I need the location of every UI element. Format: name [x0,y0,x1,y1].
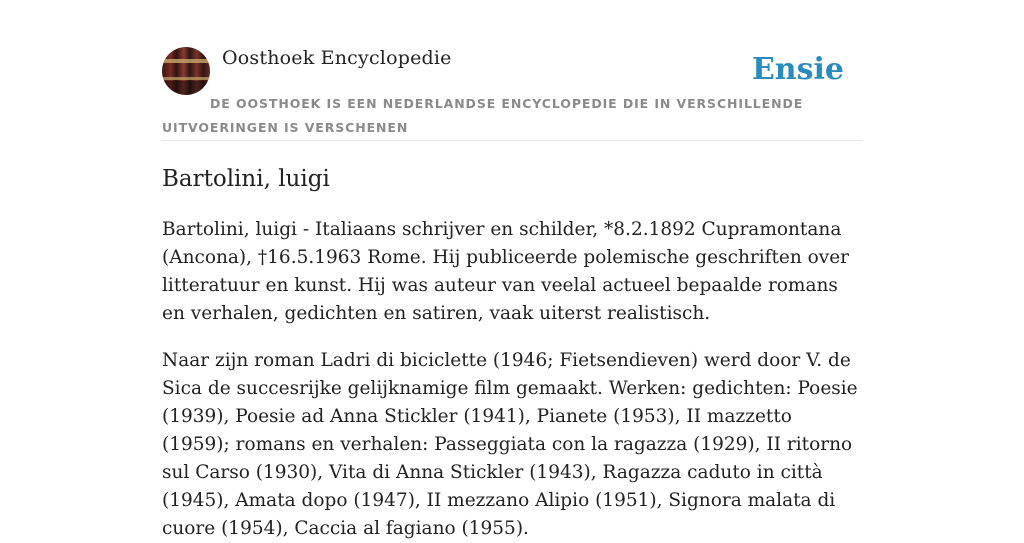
site-tagline: DE OOSTHOEK IS EEN NEDERLANDSE ENCYCLOPEDIE DIE IN VERSCHILLENDE UITVOERINGEN IS VERSCHENEN [162,96,804,135]
article-title: Bartolini, luigi [162,166,330,192]
article-paragraph: Bartolini, luigi - Italiaans schrijver en schilder, *8.2.1892 Cupramontana (Ancona), †16.5.1963 Rome. Hij publiceerde polemische geschriften over litteratuur en kunst. Hij was auteur van veelal actueel bepaalde romans en verhalen, gedichten en satiren, vaak uiterst realistisch. [162,219,850,324]
page-container [162,0,862,539]
encyclopedia-books-avatar[interactable] [162,47,210,95]
article-paragraph: Naar zijn roman Ladri di biciclette (1946; Fietsendieven) werd door V. de Sica de succesrijke gelijknamige film gemaakt. Werken: gedichten: Poesie (1939), Poesie ad Anna Stickler (1941), Pianete (1953), II mazzetto (1959); romans en verhalen: Passeggiata con la ragazza (1929), II ritorno sul Carso (1930), Vita di Anna Stickler (1943), Ragazza caduto in città (1945), Amata dopo (1947), II mezzano Alipio (1951), Signora malata di cuore (1954), Caccia al fagiano (1955). [162,350,858,539]
book-spine-band [162,59,210,63]
ensie-logo-link[interactable]: Ensie [751,52,844,87]
site-header [162,0,862,141]
book-spine-band [162,77,210,80]
site-name-link[interactable]: Oosthoek Encyclopedie [222,47,452,69]
